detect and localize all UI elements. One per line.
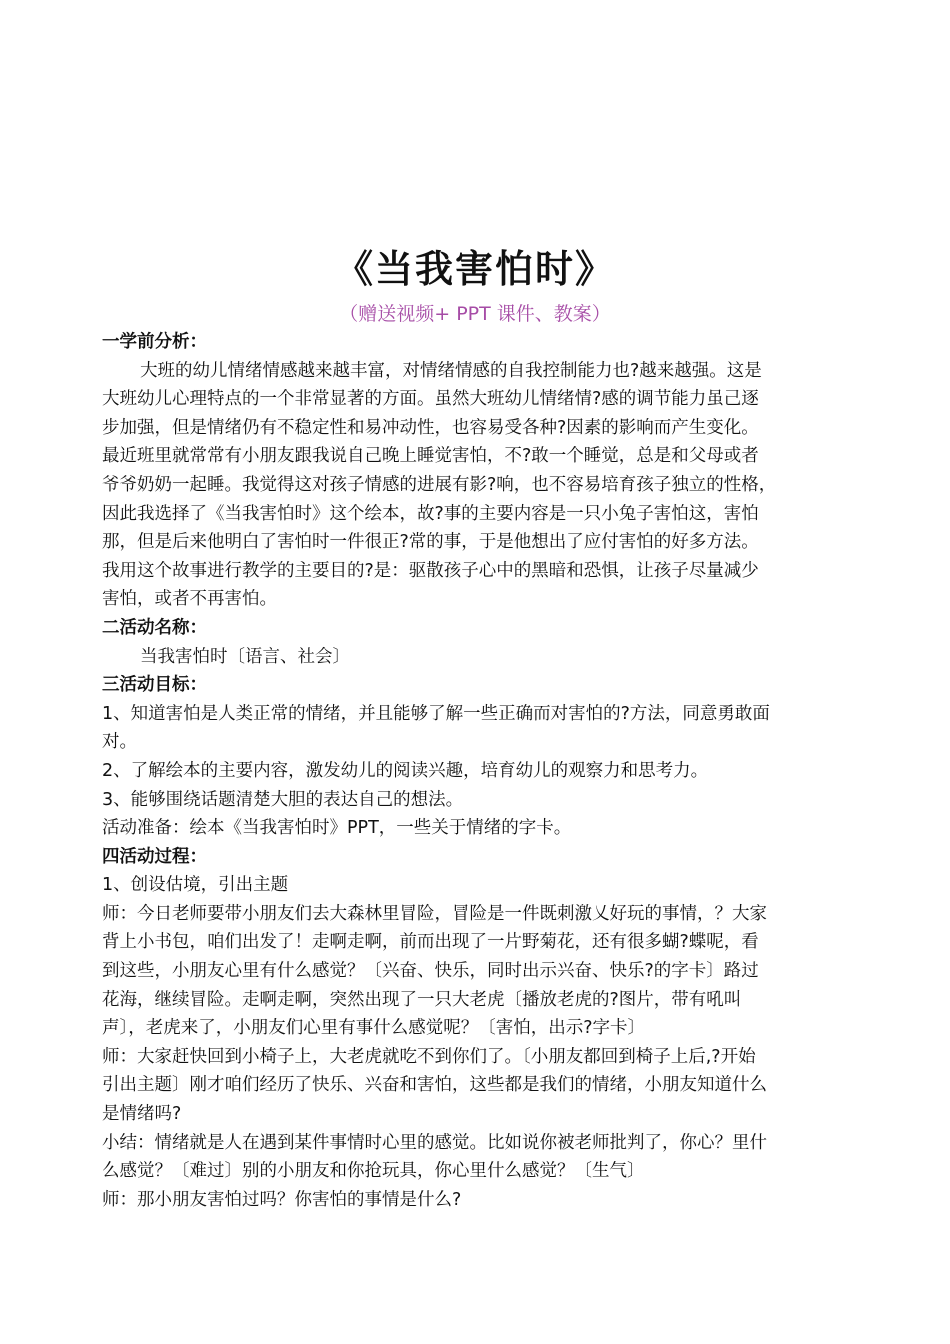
paragraph-line: 爷爷奶奶一起睡。我觉得这对孩子情感的进展有影?响，也不容易培育孩子独立的性格， <box>102 474 777 495</box>
paragraph-line: 害怕，或者不再害怕。 <box>102 589 277 610</box>
paragraph-line: 大班的幼儿情绪情感越来越丰富，对情绪情感的自我控制能力也?越来越强。这是 <box>140 360 762 381</box>
paragraph-line: 最近班里就常常有小朋友跟我说自己晚上睡觉害怕，不?敢一个睡觉，总是和父母或者 <box>102 446 759 467</box>
paragraph-line: 1、知道害怕是人类正常的情绪，并且能够了解一些正确而对害怕的?方法，同意勇敢面 <box>102 703 770 724</box>
paragraph-line: 到这些，小朋友心里有什么感觉？〔兴奋、快乐，同时出示兴奋、快乐?的字卡〕路过 <box>102 961 759 982</box>
paragraph-line: 么感觉？〔难过〕别的小朋友和你抢玩具，你心里什么感觉？〔生气〕 <box>102 1161 645 1182</box>
paragraph-line: 是情绪吗? <box>102 1104 182 1125</box>
paragraph-line: 师：今日老师要带小朋友们去大森林里冒险，冒险是一件既刺激乂好玩的事情，？大家 <box>102 903 767 924</box>
paragraph-line: 活动准备：绘本《当我害怕时》PPT，一些关于情绪的字卡。 <box>102 818 572 839</box>
paragraph-line: 大班幼儿心理特点的一个非常显著的方面。虽然大班幼儿情绪情?感的调节能力虽己逐 <box>102 389 759 410</box>
document-body <box>102 328 848 1214</box>
paragraph-line: 引出主题〕刚才咱们经历了快乐、兴奋和害怕，这些都是我们的情绪，小朋友知道什么 <box>102 1075 767 1096</box>
paragraph-line: 师：大家赶快回到小椅子上，大老虎就吃不到你们了。〔小朋友都回到椅子上后,?开始 <box>102 1046 756 1067</box>
paragraph-line: 当我害怕时〔语言、社会〕 <box>140 646 350 667</box>
paragraph-line: 2、了解绘本的主要内容，激发幼儿的阅读兴趣，培育幼儿的观察力和思考力。 <box>102 760 709 781</box>
section-heading: 一学前分析： <box>102 332 207 352</box>
section-heading: 二活动名称： <box>102 617 207 638</box>
document-subtitle: （赠送视频+ PPT 课件、教案） <box>339 303 611 325</box>
paragraph-line: 花海，继续冒险。走啊走啊，突然出现了一只大老虎〔播放老虎的?图片，带有吼叫 <box>102 989 742 1010</box>
paragraph-line: 背上小书包，咱们出发了！走啊走啊，前而出现了一片野菊花，还有很多蝴?蝶呢，看 <box>102 932 759 953</box>
paragraph-line: 3、能够围绕话题清楚大胆的表达自己的想法。 <box>102 789 464 810</box>
document-title: 《当我害怕时》 <box>334 247 615 291</box>
section-heading: 四活动过程： <box>102 846 207 867</box>
paragraph-line: 小结：情绪就是人在遇到某件事情时心里的感觉。比如说你被老师批判了，你心？里什 <box>102 1132 767 1153</box>
paragraph-line: 声〕，老虎来了，小朋友们心里有事什么感觉呢？〔害怕，出示?字卡〕 <box>102 1018 646 1039</box>
paragraph-line: 因此我选择了《当我害怕时》这个绘本，故?事的主要内容是一只小兔子害怕这，害怕 <box>102 503 759 524</box>
paragraph-line: 师：那小朋友害怕过吗？你害怕的事情是什么? <box>102 1189 462 1210</box>
paragraph-line: 步加强，但是情绪仍有不稳定性和易冲动性，也容易受各种?因素的影响而产生变化。 <box>102 417 759 438</box>
paragraph-line: 我用这个故事进行教学的主要目的?是：驱散孩子心中的黑暗和恐惧，让孩子尽量减少 <box>102 560 759 581</box>
section-heading: 三活动目标： <box>102 675 207 696</box>
paragraph-line: 1、创设估境，引出主题 <box>102 875 289 896</box>
paragraph-line: 那，但是后来他明白了害怕时一件很正?常的事，于是他想出了应付害怕的好多方法。 <box>102 532 759 553</box>
paragraph-line: 对。 <box>102 732 137 753</box>
